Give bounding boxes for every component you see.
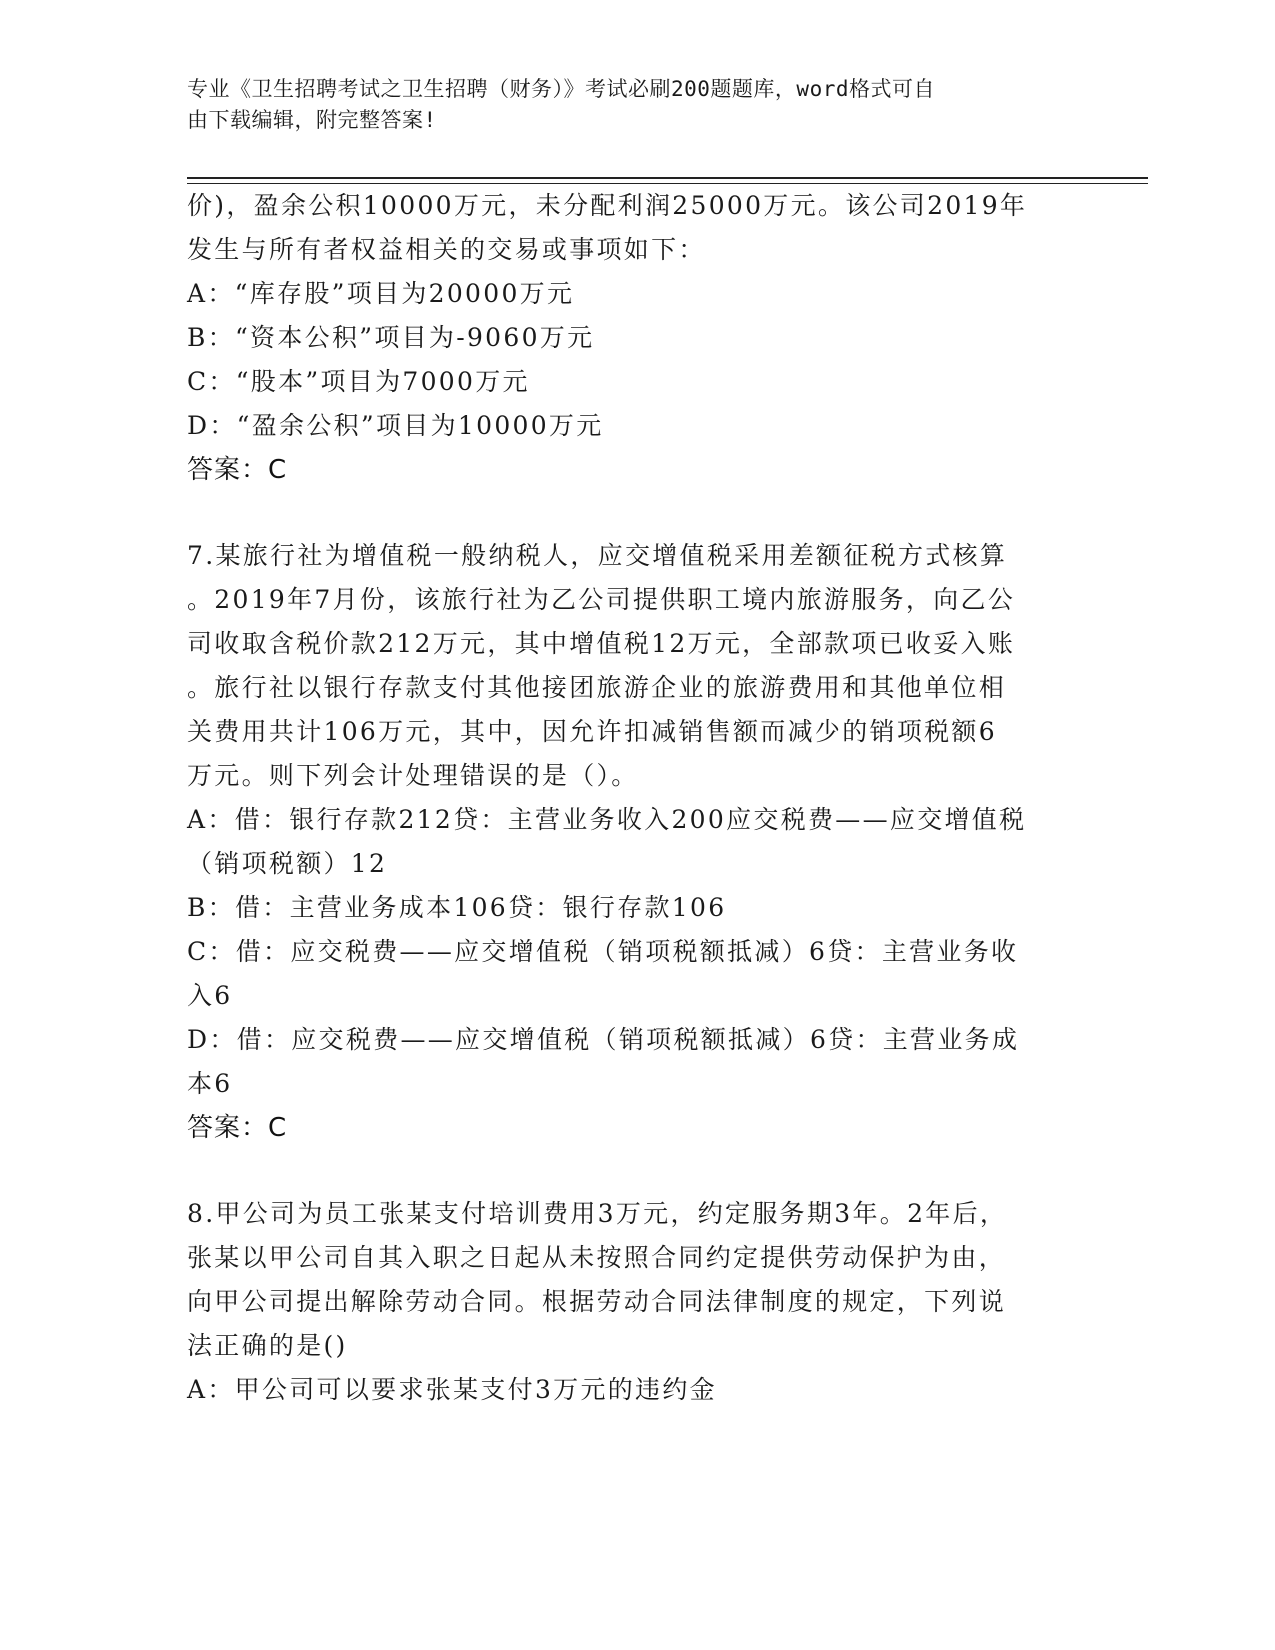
- q6-stem-line: 发生与所有者权益相关的交易或事项如下：: [187, 235, 706, 264]
- q6-option-c: C：“股本”项目为7000万元: [187, 367, 530, 396]
- q7-stem-line: 。2019年7月份，该旅行社为乙公司提供职工境内旅游服务，向乙公: [187, 585, 1016, 614]
- q8-stem-line: 法正确的是(): [187, 1331, 348, 1360]
- q7-stem-line: 万元。则下列会计处理错误的是（）。: [187, 761, 639, 790]
- q8-stem-line: 向甲公司提出解除劳动合同。根据劳动合同法律制度的规定，下列说: [187, 1287, 1007, 1316]
- q7-stem-line: 7.某旅行社为增值税一般纳税人，应交增值税采用差额征税方式核算: [187, 541, 1008, 570]
- q7-option-c-cont: 入6: [187, 981, 233, 1010]
- q8-stem-line: 张某以甲公司自其入职之日起从未按照合同约定提供劳动保护为由，: [187, 1243, 1007, 1272]
- q7-stem-line: 关费用共计106万元，其中，因允许扣减销售额而减少的销项税额6: [187, 717, 997, 746]
- header-rule-thin: [187, 183, 1148, 184]
- q8-option-a: A：甲公司可以要求张某支付3万元的违约金: [187, 1375, 717, 1404]
- header-title-line-1: 专业《卫生招聘考试之卫生招聘（财务）》考试必刷200题题库，word格式可自: [187, 77, 935, 101]
- q7-option-d-cont: 本6: [187, 1069, 233, 1098]
- q6-option-b: B：“资本公积”项目为-9060万元: [187, 323, 595, 352]
- q7-stem-line: 。旅行社以银行存款支付其他接团旅游企业的旅游费用和其他单位相: [187, 673, 1007, 702]
- q7-option-a-cont: （销项税额）12: [187, 849, 388, 878]
- q7-stem-line: 司收取含税价款212万元，其中增值税12万元，全部款项已收妥入账: [187, 629, 1016, 658]
- q6-stem-line: 价)，盈余公积10000万元，未分配利润25000万元。该公司2019年: [187, 191, 1028, 220]
- q6-option-a: A：“库存股”项目为20000万元: [187, 279, 575, 308]
- q7-option-b: B：借：主营业务成本106贷：银行存款106: [187, 893, 727, 922]
- q6-option-d: D：“盈余公积”项目为10000万元: [187, 411, 604, 440]
- header-title-line-2: 由下载编辑，附完整答案!: [187, 108, 437, 132]
- q6-answer: 答案：C: [187, 455, 288, 485]
- page-header: [187, 74, 1067, 136]
- q7-option-d: D：借：应交税费——应交增值税（销项税额抵减）6贷：主营业务成: [187, 1025, 1020, 1054]
- q7-option-c: C：借：应交税费——应交增值税（销项税额抵减）6贷：主营业务收: [187, 937, 1019, 966]
- q7-option-a: A：借：银行存款212贷：主营业务收入200应交税费——应交增值税: [187, 805, 1027, 834]
- q8-stem-line: 8.甲公司为员工张某支付培训费用3万元，约定服务期3年。2年后，: [187, 1199, 1008, 1228]
- header-rule-thick: [187, 177, 1148, 179]
- q7-answer: 答案：C: [187, 1113, 288, 1143]
